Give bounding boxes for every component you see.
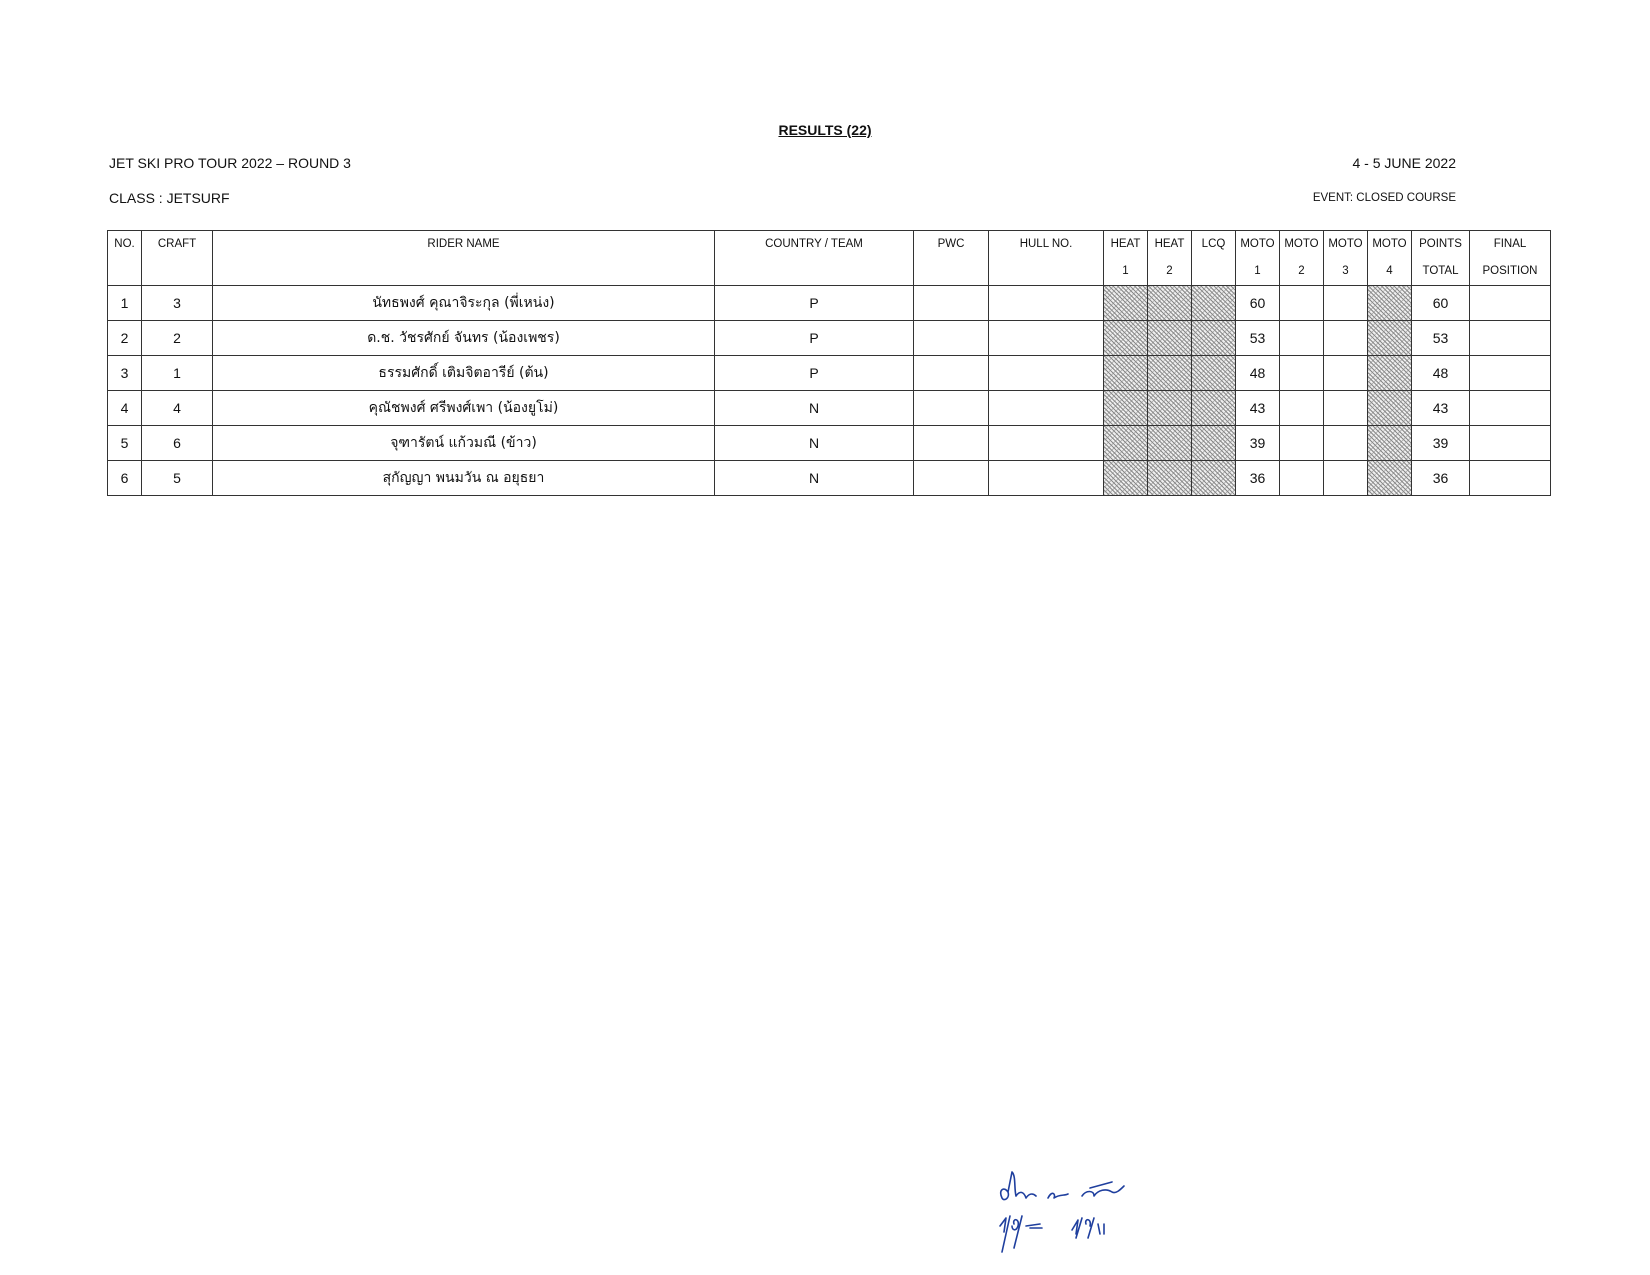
cell-hull <box>989 356 1104 391</box>
cell-rider-name: ด.ช. วัชรศักย์ จันทร (น้องเพชร) <box>213 321 715 356</box>
col-heat-2: HEAT 2 <box>1148 231 1192 286</box>
cell-heat-1-shaded <box>1104 356 1148 391</box>
cell-moto-3 <box>1324 461 1368 496</box>
cell-pwc <box>914 461 989 496</box>
cell-final-position <box>1470 461 1551 496</box>
col-moto-1: MOTO 1 <box>1236 231 1280 286</box>
cell-heat-1-shaded <box>1104 426 1148 461</box>
cell-no: 6 <box>108 461 142 496</box>
event-date: 4 - 5 JUNE 2022 <box>1352 155 1456 171</box>
cell-heat-1-shaded <box>1104 391 1148 426</box>
cell-team: N <box>715 461 914 496</box>
cell-pwc <box>914 321 989 356</box>
cell-points-total: 48 <box>1412 356 1470 391</box>
table-row <box>108 391 1551 426</box>
class-label: CLASS : JETSURF <box>109 190 230 206</box>
cell-lcq-shaded <box>1192 286 1236 321</box>
cell-rider-name: คุณัชพงศ์ ศรีพงศ์เพา (น้องยูโม่) <box>213 391 715 426</box>
col-hull-no: HULL NO. <box>989 231 1104 286</box>
col-moto-2: MOTO 2 <box>1280 231 1324 286</box>
cell-points-total: 36 <box>1412 461 1470 496</box>
cell-no: 3 <box>108 356 142 391</box>
cell-final-position <box>1470 426 1551 461</box>
cell-no: 1 <box>108 286 142 321</box>
cell-moto-2 <box>1280 356 1324 391</box>
handwritten-signature <box>990 1168 1150 1258</box>
results-table <box>107 230 1551 496</box>
col-moto-4: MOTO 4 <box>1368 231 1412 286</box>
cell-points-total: 43 <box>1412 391 1470 426</box>
cell-moto-2 <box>1280 321 1324 356</box>
cell-craft: 6 <box>142 426 213 461</box>
table-row <box>108 356 1551 391</box>
cell-moto-3 <box>1324 321 1368 356</box>
cell-craft: 1 <box>142 356 213 391</box>
cell-moto-2 <box>1280 391 1324 426</box>
col-no: NO. <box>108 231 142 286</box>
cell-pwc <box>914 356 989 391</box>
cell-moto-4-shaded <box>1368 356 1412 391</box>
cell-rider-name: สุกัญญา พนมวัน ณ อยุธยา <box>213 461 715 496</box>
cell-rider-name: นัทธพงศ์ คุณาจิระกุล (พี่เหน่ง) <box>213 286 715 321</box>
col-craft: CRAFT <box>142 231 213 286</box>
col-moto-3: MOTO 3 <box>1324 231 1368 286</box>
event-type: EVENT: CLOSED COURSE <box>1312 192 1456 204</box>
table-row <box>108 286 1551 321</box>
cell-moto-4-shaded <box>1368 426 1412 461</box>
cell-pwc <box>914 286 989 321</box>
cell-lcq-shaded <box>1192 426 1236 461</box>
cell-hull <box>989 286 1104 321</box>
table-row <box>108 426 1551 461</box>
col-rider-name: RIDER NAME <box>213 231 715 286</box>
cell-final-position <box>1470 391 1551 426</box>
col-points-total: POINTS TOTAL <box>1412 231 1470 286</box>
cell-moto-2 <box>1280 286 1324 321</box>
cell-rider-name: จุฑารัตน์ แก้วมณี (ข้าว) <box>213 426 715 461</box>
cell-final-position <box>1470 356 1551 391</box>
cell-moto-3 <box>1324 426 1368 461</box>
cell-moto-4-shaded <box>1368 391 1412 426</box>
cell-final-position <box>1470 286 1551 321</box>
cell-hull <box>989 391 1104 426</box>
cell-moto-3 <box>1324 286 1368 321</box>
cell-heat-1-shaded <box>1104 461 1148 496</box>
cell-heat-2-shaded <box>1148 391 1192 426</box>
event-name: JET SKI PRO TOUR 2022 – ROUND 3 <box>109 155 351 171</box>
cell-points-total: 39 <box>1412 426 1470 461</box>
cell-heat-1-shaded <box>1104 286 1148 321</box>
cell-final-position <box>1470 321 1551 356</box>
cell-moto-1: 36 <box>1236 461 1280 496</box>
cell-pwc <box>914 426 989 461</box>
cell-team: N <box>715 391 914 426</box>
cell-team: P <box>715 286 914 321</box>
cell-moto-2 <box>1280 461 1324 496</box>
cell-no: 2 <box>108 321 142 356</box>
col-final-position: FINAL POSITION <box>1470 231 1551 286</box>
cell-lcq-shaded <box>1192 461 1236 496</box>
col-pwc: PWC <box>914 231 989 286</box>
cell-team: P <box>715 321 914 356</box>
cell-no: 5 <box>108 426 142 461</box>
cell-moto-4-shaded <box>1368 286 1412 321</box>
cell-points-total: 60 <box>1412 286 1470 321</box>
cell-heat-2-shaded <box>1148 356 1192 391</box>
cell-moto-4-shaded <box>1368 321 1412 356</box>
cell-team: N <box>715 426 914 461</box>
cell-heat-2-shaded <box>1148 321 1192 356</box>
cell-moto-1: 53 <box>1236 321 1280 356</box>
cell-moto-3 <box>1324 356 1368 391</box>
cell-moto-1: 60 <box>1236 286 1280 321</box>
cell-hull <box>989 426 1104 461</box>
cell-moto-1: 48 <box>1236 356 1280 391</box>
table-row <box>108 321 1551 356</box>
cell-heat-2-shaded <box>1148 426 1192 461</box>
cell-craft: 4 <box>142 391 213 426</box>
cell-lcq-shaded <box>1192 321 1236 356</box>
header-row <box>108 231 1551 286</box>
cell-heat-1-shaded <box>1104 321 1148 356</box>
cell-lcq-shaded <box>1192 356 1236 391</box>
col-lcq: LCQ <box>1192 231 1236 286</box>
cell-points-total: 53 <box>1412 321 1470 356</box>
cell-hull <box>989 321 1104 356</box>
cell-team: P <box>715 356 914 391</box>
table-row <box>108 461 1551 496</box>
cell-no: 4 <box>108 391 142 426</box>
document-title: RESULTS (22) <box>778 122 872 138</box>
cell-hull <box>989 461 1104 496</box>
cell-lcq-shaded <box>1192 391 1236 426</box>
cell-craft: 3 <box>142 286 213 321</box>
cell-moto-3 <box>1324 391 1368 426</box>
cell-heat-2-shaded <box>1148 461 1192 496</box>
cell-craft: 5 <box>142 461 213 496</box>
cell-moto-4-shaded <box>1368 461 1412 496</box>
col-country-team: COUNTRY / TEAM <box>715 231 914 286</box>
cell-heat-2-shaded <box>1148 286 1192 321</box>
cell-craft: 2 <box>142 321 213 356</box>
cell-moto-1: 43 <box>1236 391 1280 426</box>
cell-moto-1: 39 <box>1236 426 1280 461</box>
cell-rider-name: ธรรมศักดิ์ เติมจิตอารีย์ (ต้น) <box>213 356 715 391</box>
cell-pwc <box>914 391 989 426</box>
cell-moto-2 <box>1280 426 1324 461</box>
col-heat-1: HEAT 1 <box>1104 231 1148 286</box>
